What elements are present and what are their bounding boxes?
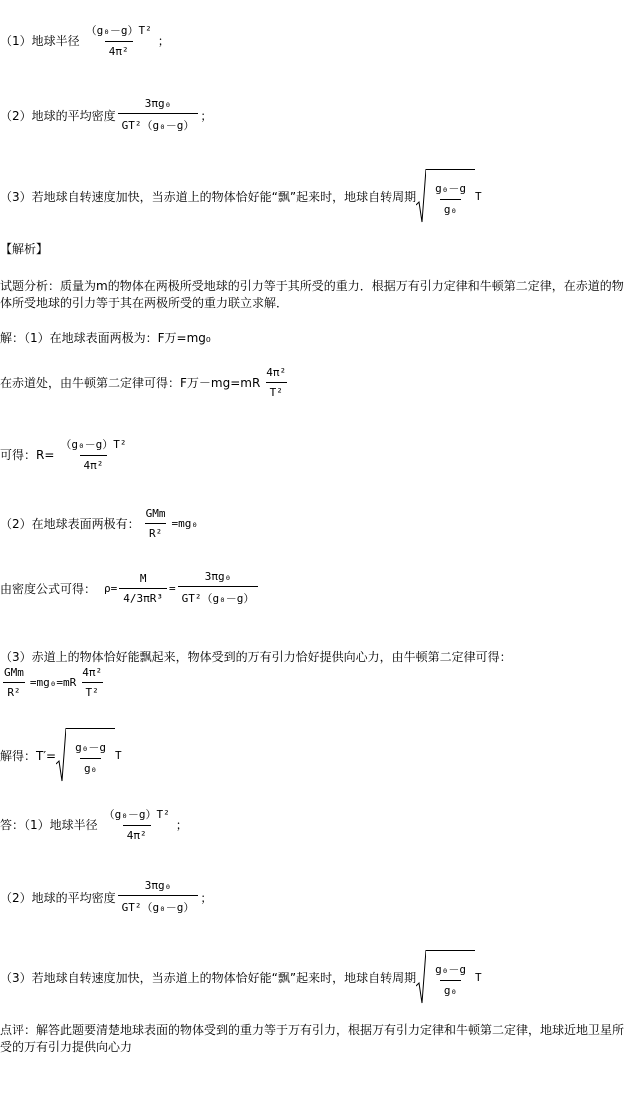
answer-top-item-2 xyxy=(0,97,212,133)
radius-result-fraction xyxy=(56,436,130,472)
solution-step-5 xyxy=(0,570,260,606)
density-result-numerator: 3πg₀ xyxy=(204,570,232,583)
radius-numerator: （g₀－g）T² xyxy=(103,808,170,821)
period-denominator: g₀ xyxy=(440,980,461,997)
period-sqrt xyxy=(416,950,475,1004)
answer-bottom-item-3-label: （3）若地球自转速度加快，当赤道上的物体恰好能“飘”起来时，地球自转周期 xyxy=(0,970,417,985)
radical-sign-icon xyxy=(416,169,426,223)
period-result-numerator: g₀－g xyxy=(75,740,106,754)
solution-step-7 xyxy=(0,666,108,699)
gravity-fraction xyxy=(142,507,170,540)
orbit-centripetal-numerator: 4π² xyxy=(82,666,103,679)
density-result-fraction xyxy=(178,570,259,606)
analysis-heading: 【解析】 xyxy=(0,242,49,256)
punctuation: ； xyxy=(200,108,213,123)
orbit-gravity-denominator: R² xyxy=(3,682,24,699)
solution-step-8 xyxy=(0,728,122,782)
centripetal-numerator: 4π² xyxy=(266,366,287,379)
density-denominator: GT²（g₀－g） xyxy=(118,113,199,133)
solution-step-1-text: 解：（1）在地球表面两极为：F万=mg₀ xyxy=(0,331,211,345)
density-formula-fraction xyxy=(119,572,167,605)
punctuation: ； xyxy=(175,817,188,832)
comment: 点评：解答此题要清楚地球表面的物体受到的重力等于万有引力，根据万有引力定律和牛顿第二定律，地球近地卫星所受的万有引力提供向心力 xyxy=(0,1023,625,1054)
solution-step-4 xyxy=(0,507,198,540)
centripetal-fraction xyxy=(262,366,290,399)
solution-step-2 xyxy=(0,366,292,399)
orbit-gravity-numerator: GMm xyxy=(4,666,24,679)
radius-denominator: 4π² xyxy=(105,41,133,58)
period-result-fraction xyxy=(71,739,110,775)
equals-sign: = xyxy=(169,581,176,595)
punctuation: ； xyxy=(200,890,213,905)
radius-result-numerator: （g₀－g）T² xyxy=(60,438,127,451)
answer-bottom-item-1 xyxy=(0,806,188,842)
radius-fraction xyxy=(100,806,174,842)
analysis-intro: 试题分析：质量为m的物体在两极所受地球的引力等于其所受的重力．根据万有引力定律和牛顿第二定律，在赤道的物体所受地球的引力等于其在两极所受的重力联立求解． xyxy=(0,279,624,310)
gravity-rhs: =mg₀ xyxy=(171,517,199,530)
period-denominator: g₀ xyxy=(440,199,461,216)
solution-step-3-text: 可得：R= xyxy=(0,447,55,462)
period-result-sqrt xyxy=(56,728,115,782)
gravity-numerator: GMm xyxy=(145,507,166,520)
answer-bottom-item-1-label: 答：（1）地球半径 xyxy=(0,817,98,832)
period-numerator: g₀－g xyxy=(435,962,466,976)
period-result-denominator: g₀ xyxy=(80,758,101,775)
radius-result-denominator: 4π² xyxy=(80,455,108,472)
period-symbol: T xyxy=(115,748,122,762)
density-result-denominator: GT²（g₀－g） xyxy=(178,586,259,606)
radical-sign-icon xyxy=(56,728,66,782)
density-fraction xyxy=(118,97,199,133)
period-symbol: T xyxy=(474,970,482,984)
answer-top-item-2-label: （2）地球的平均密度 xyxy=(0,108,116,123)
period-numerator: g₀－g xyxy=(435,181,466,195)
period-sqrt xyxy=(416,169,475,223)
gravity-denominator: R² xyxy=(145,523,166,540)
orbit-equation-middle: =mg₀=mR xyxy=(29,676,77,689)
answer-top-item-1 xyxy=(0,22,170,58)
volume-expression: 4/3πR³ xyxy=(119,588,167,605)
period-fraction xyxy=(431,961,470,997)
density-numerator: 3πg₀ xyxy=(144,879,172,892)
density-fraction xyxy=(118,879,199,915)
orbit-centripetal-denominator: T² xyxy=(82,682,103,699)
mass-symbol: M xyxy=(139,571,147,585)
answer-bottom-item-3 xyxy=(0,950,482,1004)
period-fraction xyxy=(431,180,470,216)
answer-bottom-item-2-label: （2）地球的平均密度 xyxy=(0,890,116,905)
solution-step-8-text: 解得：T′= xyxy=(0,748,57,763)
answer-top-item-3-label: （3）若地球自转速度加快，当赤道上的物体恰好能“飘”起来时，地球自转周期 xyxy=(0,189,417,204)
orbit-centripetal-fraction xyxy=(78,666,106,699)
period-symbol: T xyxy=(474,189,482,203)
solution-step-5-text: 由密度公式可得： xyxy=(0,581,97,596)
answer-bottom-item-2 xyxy=(0,879,212,915)
density-numerator: 3πg₀ xyxy=(144,97,172,110)
density-denominator: GT²（g₀－g） xyxy=(118,895,199,915)
radius-numerator: （g₀－g）T² xyxy=(85,24,152,37)
rho-symbol: ρ= xyxy=(104,581,118,595)
answer-top-item-3 xyxy=(0,169,482,223)
solution-step-1 xyxy=(0,329,211,346)
centripetal-denominator: T² xyxy=(266,382,287,399)
radius-denominator: 4π² xyxy=(123,825,151,842)
radius-fraction xyxy=(82,22,156,58)
radical-sign-icon xyxy=(416,950,426,1004)
solution-step-4-text: （2）在地球表面两极有： xyxy=(0,517,140,531)
answer-top-item-1-label: （1）地球半径 xyxy=(0,33,80,48)
punctuation: ； xyxy=(157,33,170,48)
solution-step-6: （3）赤道上的物体恰好能飘起来，物体受到的万有引力恰好提供向心力，由牛顿第二定律可得： xyxy=(0,650,512,664)
orbit-gravity-fraction xyxy=(0,666,28,699)
solution-step-2-text: 在赤道处，由牛顿第二定律可得：F万－mg=mR xyxy=(0,376,261,390)
solution-step-3 xyxy=(0,436,133,472)
